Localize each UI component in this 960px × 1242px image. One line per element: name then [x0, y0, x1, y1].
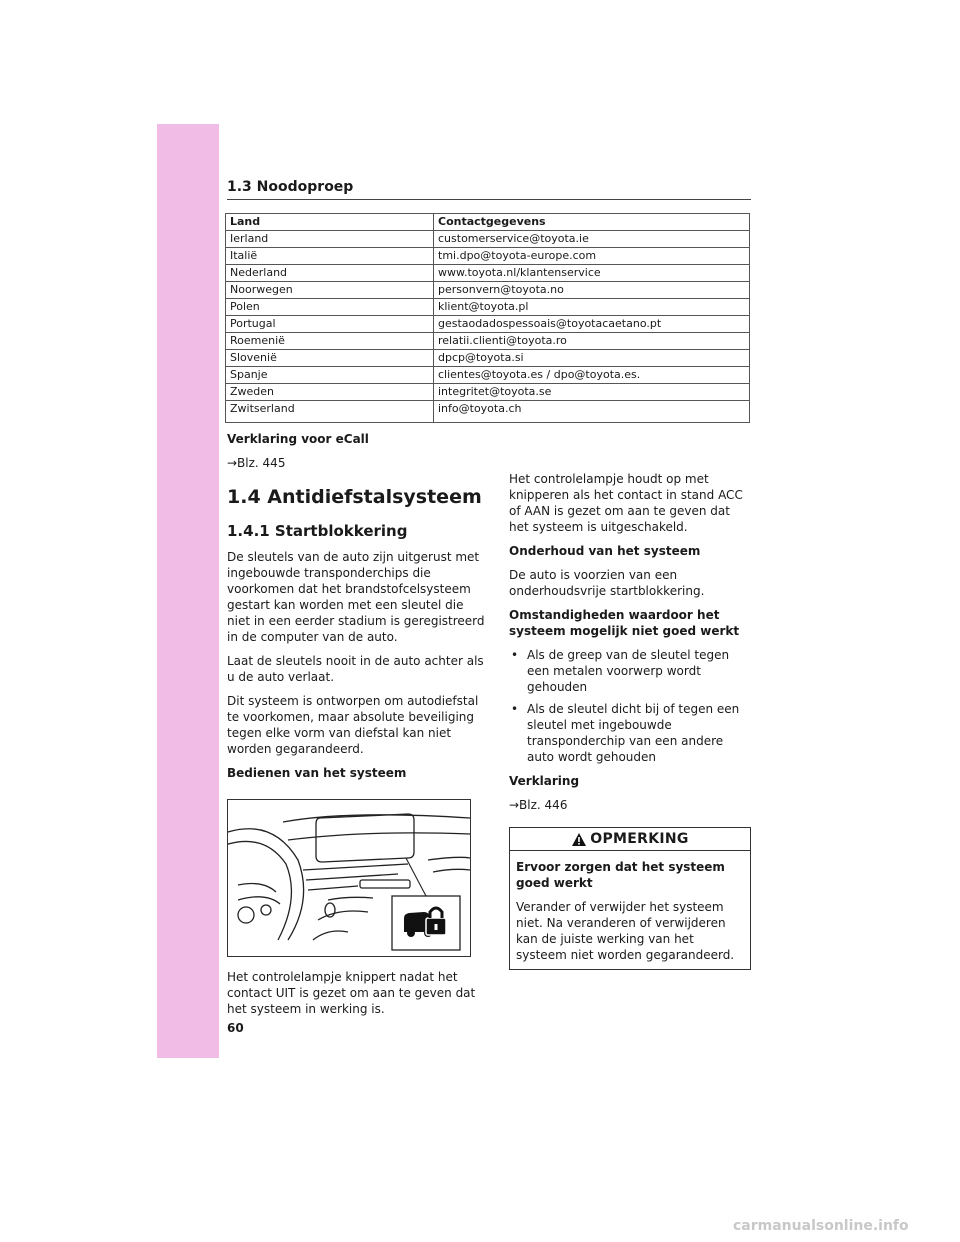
contact-table [225, 213, 750, 423]
paragraph-indicator-stop: Het controlelampje houdt op met knipperen als het contact in stand ACC of AAN is gezet om aan te geven dat het systeem is uitgeschakeld. [509, 472, 743, 534]
circumstances-heading: Omstandigheden waardoor het systeem mogelijk niet goed werkt [509, 608, 740, 638]
table-cell-contact: info@toyota.ch [434, 401, 750, 423]
notice-body [510, 851, 750, 969]
list-item-text: Als de sleutel dicht bij of tegen een sleutel met ingebouwde transponderchip van een andere auto wordt gehouden [527, 702, 740, 764]
table-row [226, 248, 750, 265]
maintenance-text: De auto is voorzien van een onderhoudsvrije startblokkering. [509, 568, 705, 598]
section-header: 1.3 Noodoproep [227, 178, 751, 200]
table-cell-country: Slovenië [226, 350, 434, 367]
table-header-contact: Contactgegevens [434, 214, 750, 231]
table-cell-country: Noorwegen [226, 282, 434, 299]
operate-heading: Bedienen van het systeem [227, 766, 407, 780]
table-row [226, 350, 750, 367]
circumstances-list [509, 647, 751, 765]
notice-heading: Ervoor zorgen dat het systeem goed werkt [516, 860, 725, 890]
table-cell-contact: dpcp@toyota.si [434, 350, 750, 367]
chapter-title: 1.4 Antidiefstalsysteem [227, 486, 482, 508]
table-row [226, 401, 750, 423]
table-cell-country: Spanje [226, 367, 434, 384]
explanation-heading: Verklaring [509, 774, 580, 788]
side-color-band [157, 124, 219, 1058]
paragraph-keys: Laat de sleutels nooit in de auto achter als u de auto verlaat. [227, 654, 484, 684]
table-row [226, 316, 750, 333]
table-row [226, 333, 750, 350]
table-cell-country: Roemenië [226, 333, 434, 350]
paragraph-transponder: De sleutels van de auto zijn uitgerust met ingebouwde transponderchips die voorkomen dat het brandstofcelsysteem gestart kan worden met een sleutel die niet in een eerder stadium is geregistreerd in de computer van de auto. [227, 550, 485, 644]
table-cell-country: Ierland [226, 231, 434, 248]
table-cell-country: Portugal [226, 316, 434, 333]
table-cell-contact: klient@toyota.pl [434, 299, 750, 316]
notice-title: OPMERKING [590, 831, 689, 847]
table-cell-contact: tmi.dpo@toyota-europe.com [434, 248, 750, 265]
table-cell-country: Zwitserland [226, 401, 434, 423]
maintenance-heading: Onderhoud van het systeem [509, 544, 701, 558]
list-item: • Als de greep van de sleutel tegen een metalen voorwerp wordt gehouden [511, 648, 730, 694]
table-cell-contact: integritet@toyota.se [434, 384, 750, 401]
table-cell-contact: relatii.clienti@toyota.ro [434, 333, 750, 350]
table-cell-country: Polen [226, 299, 434, 316]
explanation-page-ref: →Blz. 446 [509, 798, 568, 812]
table-row [226, 367, 750, 384]
dashboard-drawing [228, 800, 470, 956]
notice-text: Verander of verwijder het systeem niet. Na veranderen of verwijderen kan de juiste werking van het systeem niet worden gegarandeerd. [516, 900, 735, 962]
table-cell-contact: customerservice@toyota.ie [434, 231, 750, 248]
table-row [226, 265, 750, 282]
paragraph-indicator-flash: Het controlelampje knippert nadat het contact UIT is gezet om aan te geven dat het systeem in werking is. [227, 970, 476, 1016]
notice-header [510, 828, 750, 851]
paragraph-theft: Dit systeem is ontworpen om autodiefstal te voorkomen, maar absolute beveiliging tegen elke vorm van diefstal kan niet worden gegarandeerd. [227, 694, 479, 756]
ecall-heading: Verklaring voor eCall [227, 432, 369, 446]
table-cell-contact: clientes@toyota.es / dpo@toyota.es. [434, 367, 750, 384]
watermark: carmanualsonline.info [733, 1218, 909, 1234]
left-column [227, 431, 489, 1017]
table-cell-contact: gestaodadospessoais@toyotacaetano.pt [434, 316, 750, 333]
list-item: • Als de sleutel dicht bij of tegen een sleutel met ingebouwde transponderchip van een andere auto wordt gehouden [511, 702, 740, 764]
dashboard-illustration [227, 799, 471, 957]
table-header-land: Land [226, 214, 434, 231]
table-row [226, 231, 750, 248]
notice-box [509, 827, 751, 970]
ecall-page-ref: →Blz. 445 [227, 456, 286, 470]
table-header-row [226, 214, 750, 231]
table-cell-contact: www.toyota.nl/klantenservice [434, 265, 750, 282]
warning-triangle-icon [571, 832, 587, 847]
table-row [226, 299, 750, 316]
table-cell-country: Zweden [226, 384, 434, 401]
table-cell-country: Italië [226, 248, 434, 265]
table-cell-contact: personvern@toyota.no [434, 282, 750, 299]
list-item-text: Als de greep van de sleutel tegen een metalen voorwerp wordt gehouden [527, 648, 730, 694]
table-row [226, 384, 750, 401]
chapter-subtitle: 1.4.1 Startblokkering [227, 522, 408, 540]
page-number: 60 [227, 1021, 244, 1035]
right-column [509, 471, 751, 970]
table-row [226, 282, 750, 299]
table-cell-country: Nederland [226, 265, 434, 282]
